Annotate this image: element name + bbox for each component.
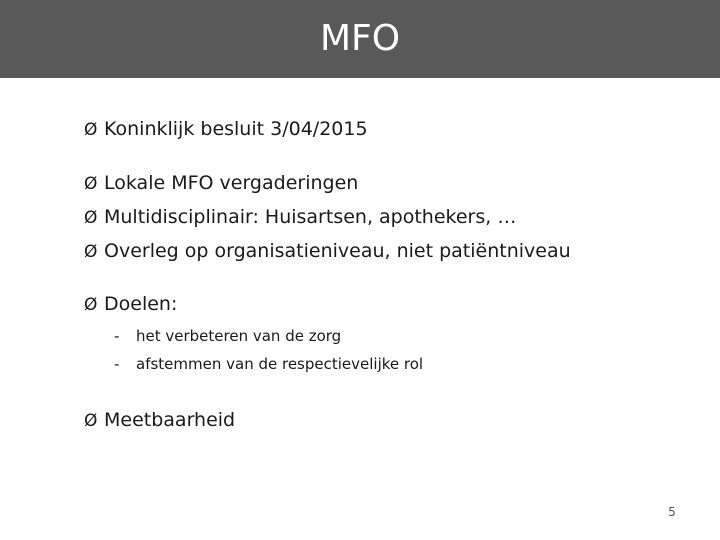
bullet-text: Overleg op organisatieniveau, niet patiëntniveau bbox=[104, 240, 571, 262]
bullet-item bbox=[84, 205, 516, 230]
bullet-item bbox=[84, 171, 358, 196]
arrow-bullet-icon: Ø bbox=[84, 411, 98, 431]
arrow-bullet-icon: Ø bbox=[84, 174, 98, 194]
sub-bullet-text: afstemmen van de respectievelijke rol bbox=[136, 355, 424, 373]
arrow-bullet-icon: Ø bbox=[84, 295, 98, 315]
sub-bullet-item bbox=[114, 354, 423, 374]
dash-bullet-icon: - bbox=[114, 327, 120, 345]
title-bar bbox=[0, 0, 720, 78]
dash-bullet-icon: - bbox=[114, 355, 120, 373]
bullet-text: Koninklijk besluit 3/04/2015 bbox=[104, 118, 368, 140]
bullet-text: Multidisciplinair: Huisartsen, apothekers, … bbox=[104, 206, 517, 228]
bullet-item bbox=[84, 117, 368, 142]
slide-title: MFO bbox=[319, 18, 401, 59]
arrow-bullet-icon: Ø bbox=[84, 242, 98, 262]
arrow-bullet-icon: Ø bbox=[84, 120, 98, 140]
bullet-text: Meetbaarheid bbox=[104, 409, 236, 431]
bullet-item bbox=[84, 408, 235, 433]
bullet-text: Doelen: bbox=[104, 293, 178, 315]
arrow-bullet-icon: Ø bbox=[84, 208, 98, 228]
bullet-text: Lokale MFO vergaderingen bbox=[104, 172, 359, 194]
page-number: 5 bbox=[668, 505, 676, 519]
sub-bullet-text: het verbeteren van de zorg bbox=[136, 327, 342, 345]
sub-bullet-item bbox=[114, 326, 341, 346]
bullet-item bbox=[84, 239, 571, 264]
bullet-item bbox=[84, 292, 177, 317]
